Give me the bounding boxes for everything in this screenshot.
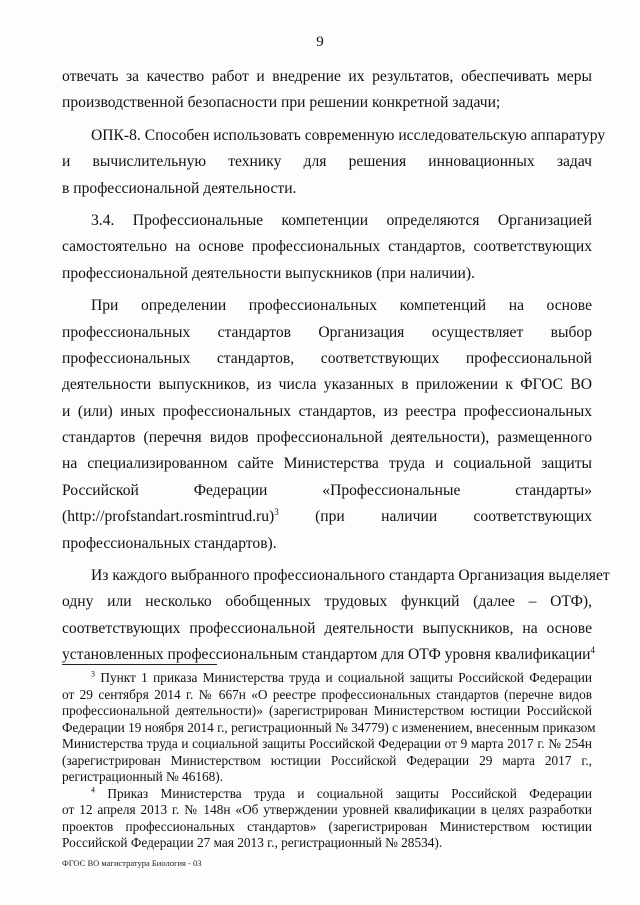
footnotes: [62, 669, 596, 852]
footnote-line: профессиональной деятельности)» (зарегистрирован Министерством юстиции Российской: [62, 703, 592, 718]
footnote-4: [62, 786, 592, 852]
text-line: Из каждого выбранного профессионального стандарта Организация выделяет: [91, 567, 610, 585]
text-line: деятельности выпускников, из числа указанных в приложении к ФГОС ВО: [62, 376, 592, 394]
text-line: и вычислительную технику для решения инновационных задач: [62, 153, 592, 171]
text-line: стандартов (перечня видов профессиональной деятельности), размещенного: [62, 429, 592, 447]
paragraph: [62, 123, 606, 202]
main-text: [62, 64, 610, 669]
text-line: профессиональной деятельности выпускников (при наличии).: [62, 264, 475, 282]
paragraph: [62, 208, 592, 287]
text-line: производственной безопасности при решении конкретной задачи;: [62, 94, 501, 112]
paragraph: [62, 563, 610, 669]
footnote-line: (зарегистрирован Министерством юстиции Российской Федерации 29 марта 2017 г.,: [62, 752, 592, 768]
footnote-text: Приказ Министерства труда и социальной защиты Российской Федерации: [107, 785, 593, 801]
text-line: одну или несколько обобщенных трудовых функций (далее – ОТФ),: [62, 593, 592, 611]
url-text: (http://profstandart.rosmintrud.ru): [62, 508, 275, 526]
footnote-line: от 12 апреля 2013 г. № 148н «Об утверждении уровней квалификации в целях разработки: [62, 802, 592, 817]
footnote-line: Федерации 19 ноября 2014 г., регистрационный № 34779) с изменением, внесенным приказом: [62, 719, 596, 735]
text-line: в профессиональной деятельности.: [62, 179, 297, 197]
paragraph: [62, 293, 592, 557]
text-fragment: (при наличии соответствующих: [315, 508, 592, 526]
text-line: профессиональных стандартов Организация осуществляет выбор: [62, 323, 592, 341]
text-line: профессиональных стандартов).: [62, 534, 277, 552]
footnote-marker: 3: [91, 669, 95, 679]
text-line: Российской Федерации «Профессиональные стандарты»: [62, 481, 592, 499]
text-line: ОПК-8. Способен использовать современную исследовательскую аппаратуру: [91, 126, 606, 144]
text-line: на специализированном сайте Министерства труда и социальной защиты: [62, 455, 592, 473]
text-fragment: установленных профессиональным стандартом для ОТФ уровня квалификации: [62, 646, 591, 664]
footnote-line: от 29 сентября 2014 г. № 667н «О реестре профессиональных стандартов (перечне видов: [62, 686, 592, 702]
text-line: соответствующих профессиональной деятельности выпускников, на основе: [62, 619, 592, 637]
footnote-divider: [62, 664, 217, 665]
text-line: профессиональных стандартов, соответствующих профессиональной: [62, 349, 592, 367]
paragraph: [62, 64, 592, 117]
footnote-line: проектов профессиональных стандартов» (зарегистрирован Министерством юстиции: [62, 818, 592, 834]
footnote-line: регистрационный № 46168).: [62, 769, 224, 784]
text-line: отвечать за качество работ и внедрение их результатов, обеспечивать меры: [62, 68, 592, 85]
footnote-line: Российской Федерации 27 мая 2013 г., регистрационный № 28534).: [62, 835, 443, 850]
text-line: и (или) иных профессиональных стандартов, из реестра профессиональных: [62, 402, 592, 420]
footnote-marker: 3: [274, 507, 279, 518]
footnote-text: Пункт 1 приказа Министерства труда и социальной защиты Российской Федерации: [100, 670, 592, 685]
text-line-with-footnote: [62, 504, 592, 530]
footnote-marker: 4: [590, 645, 596, 656]
text-line: 3.4. Профессиональные компетенции определяются Организацией: [91, 211, 592, 229]
text-line: самостоятельно на основе профессиональных стандартов, соответствующих: [62, 238, 592, 256]
page-number: 9: [316, 34, 324, 50]
footnote-marker: 4: [91, 785, 95, 795]
footnote-line: Министерства труда и социальной защиты Российской Федерации от 9 марта 2017 г. № 254н: [62, 736, 592, 751]
text-line: При определении профессиональных компетенций на основе: [91, 297, 592, 315]
footnote-line: [62, 786, 592, 803]
footnote-3: [62, 669, 596, 786]
footnote-line: [62, 670, 592, 687]
footer-label: ФГОС ВО магистратура Биология - 03: [62, 858, 202, 868]
